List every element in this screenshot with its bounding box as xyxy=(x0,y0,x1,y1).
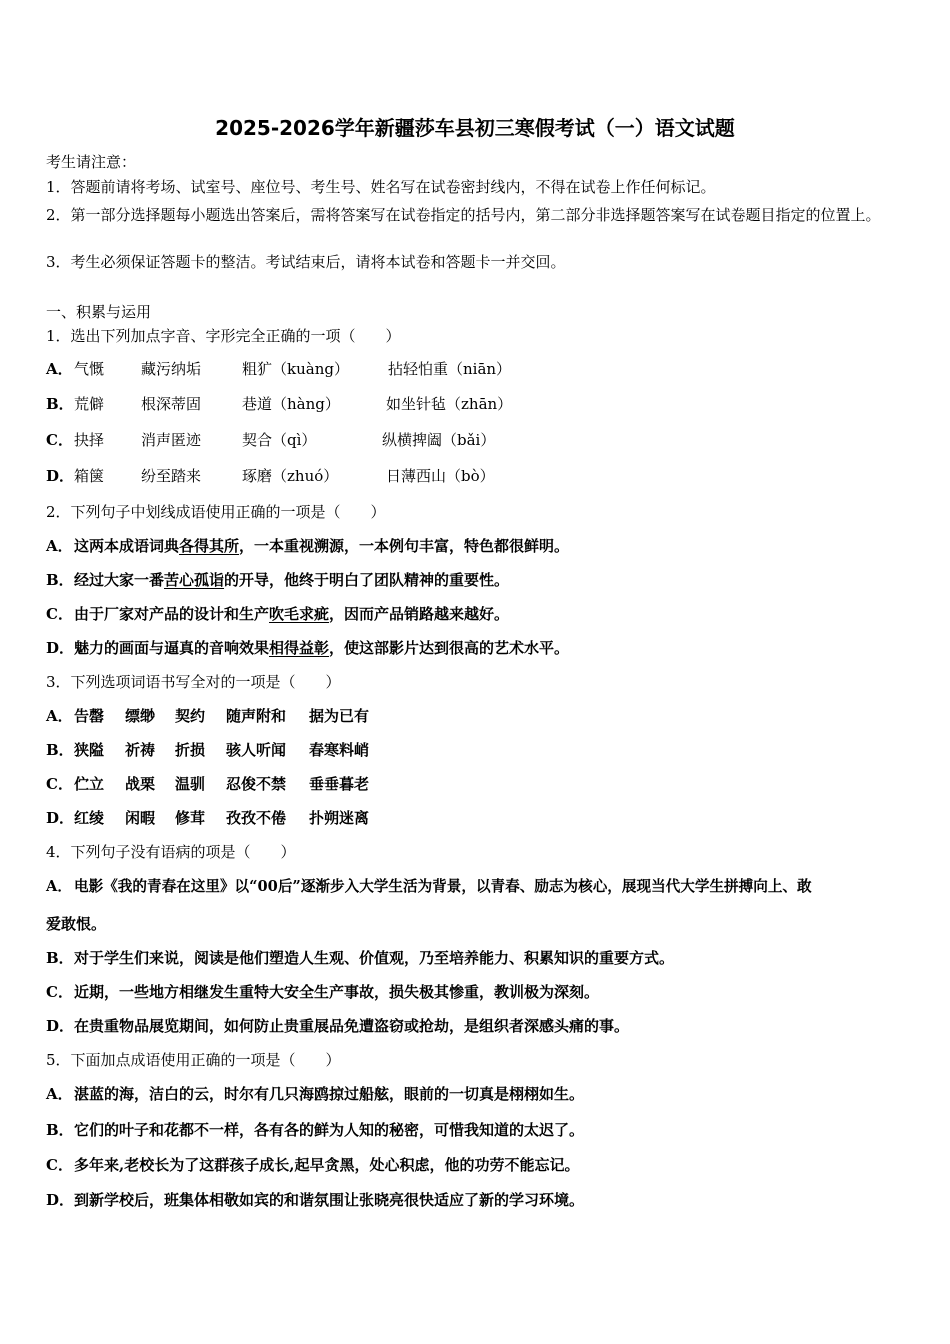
q1-b-word-4: 如坐针毡（zhān） xyxy=(386,395,513,413)
q5-option-b[interactable] xyxy=(46,1121,584,1139)
q3-option-b[interactable] xyxy=(46,741,546,761)
option-label: A． xyxy=(46,360,73,378)
q3-b-word-3: 折损 xyxy=(175,741,206,759)
q3-option-a[interactable] xyxy=(46,707,546,727)
q3-a-word-3: 契约 xyxy=(175,707,206,725)
q1-c-word-3: 契合（qì） xyxy=(242,431,317,449)
q5-b-text-before: 它们的叶子和花都不一样，各有各的 xyxy=(74,1121,315,1139)
q5-a-text-before: 湛蓝的海，洁白的云，时尔有几只海鸥掠过船舷，眼前的一切真是 xyxy=(74,1085,510,1103)
q4-c-text: 近期，一些地方相继发生重特大安全生产事故，损失极其惨重，教训极为深刻。 xyxy=(74,983,600,1001)
q1-c-word-2: 消声匿迹 xyxy=(141,431,202,449)
q3-d-word-1: 红绫 xyxy=(74,809,105,827)
q1-a-word-2: 藏污纳垢 xyxy=(141,360,202,378)
q3-stem: 3．下列选项词语书写全对的一项是（ ） xyxy=(46,673,341,691)
q1-b-word-1: 荒僻 xyxy=(74,395,105,413)
q1-c-word-1: 抉择 xyxy=(74,431,105,449)
page-title: 2025-2026学年新疆莎车县初三寒假考试（一）语文试题 xyxy=(215,116,735,140)
q3-b-word-5: 春寒料峭 xyxy=(309,741,370,759)
q2-a-text-before: 这两本成语词典 xyxy=(74,537,180,555)
option-label: A． xyxy=(46,707,73,725)
q3-b-word-1: 狭隘 xyxy=(74,741,105,759)
option-label: A． xyxy=(46,878,72,895)
q1-a-word-1: 气慨 xyxy=(74,360,105,378)
option-label: A． xyxy=(46,1085,73,1103)
q4-a-text: 电影《我的青春在这里》以“00后”逐渐步入大学生活为背景，以青春、励志为核心，展现当代大学生拼搏向上、敢 xyxy=(74,878,812,895)
option-label: C． xyxy=(46,605,73,623)
q5-option-a[interactable] xyxy=(46,1085,584,1103)
q5-d-idiom: 相敬如宾 xyxy=(209,1191,270,1209)
q2-c-text-after: ，因而产品销路越来越好。 xyxy=(329,605,510,623)
q5-c-idiom: 处心积虑 xyxy=(369,1156,430,1174)
notice-item-2: 2．第一部分选择题每小题选出答案后，需将答案写在试卷指定的括号内，第二部分非选择题答案写在试卷题目指定的位置上。 xyxy=(46,206,881,224)
q1-option-a[interactable] xyxy=(46,360,906,380)
q2-d-text-after: ，使这部影片达到很高的艺术水平。 xyxy=(329,639,570,657)
q4-option-a[interactable] xyxy=(46,878,812,896)
notice-item-3: 3．考生必须保证答题卡的整洁。考试结束后，请将本试卷和答题卡一并交回。 xyxy=(46,253,566,271)
q3-c-word-3: 温驯 xyxy=(175,775,206,793)
q1-option-c[interactable] xyxy=(46,431,906,451)
q1-option-b[interactable] xyxy=(46,395,906,415)
q3-d-word-4: 孜孜不倦 xyxy=(226,809,287,827)
q5-b-text-after: 的秘密，可惜我知道的太迟了。 xyxy=(374,1121,585,1139)
q3-c-word-4: 忍俊不禁 xyxy=(226,775,287,793)
q3-a-word-1: 告罄 xyxy=(74,707,105,725)
q3-d-word-3: 修茸 xyxy=(175,809,206,827)
q2-stem: 2．下列句子中划线成语使用正确的一项是（ ） xyxy=(46,503,386,521)
q5-b-idiom: 鲜为人知 xyxy=(314,1121,375,1139)
option-label: D． xyxy=(46,1017,75,1035)
q1-d-word-2: 纷至踏来 xyxy=(141,467,202,485)
q1-d-word-3: 琢磨（zhuó） xyxy=(242,467,339,485)
q3-a-word-5: 据为已有 xyxy=(309,707,370,725)
option-label: C． xyxy=(46,775,73,793)
q1-a-word-4: 拈轻怕重（niān） xyxy=(388,360,512,378)
q3-d-word-2: 闲暇 xyxy=(125,809,156,827)
option-label: D． xyxy=(46,809,75,827)
option-label: B． xyxy=(46,741,74,759)
q4-stem: 4．下列句子没有语病的项是（ ） xyxy=(46,843,296,861)
q4-option-c[interactable] xyxy=(46,983,599,1001)
option-label: B． xyxy=(46,395,74,413)
option-label: D． xyxy=(46,639,75,657)
q3-b-word-2: 祈祷 xyxy=(125,741,156,759)
option-label: C． xyxy=(46,983,73,1001)
q3-b-word-4: 骇人听闻 xyxy=(226,741,287,759)
section-heading: 一、积累与运用 xyxy=(46,303,152,321)
q2-option-a[interactable] xyxy=(46,537,569,555)
q2-c-idiom: 吹毛求疵 xyxy=(269,605,330,623)
q5-a-idiom: 栩栩如生 xyxy=(509,1085,570,1103)
q2-option-b[interactable] xyxy=(46,571,509,589)
q2-c-text-before: 由于厂家对产品的设计和生产 xyxy=(74,605,270,623)
q1-option-d[interactable] xyxy=(46,467,906,487)
q2-option-c[interactable] xyxy=(46,605,509,623)
q5-stem: 5．下面加点成语使用正确的一项是（ ） xyxy=(46,1051,341,1069)
q1-d-word-4: 日薄西山（bò） xyxy=(386,467,495,485)
q3-option-d[interactable] xyxy=(46,809,546,829)
q3-c-word-1: 伫立 xyxy=(74,775,105,793)
q1-b-word-3: 巷道（hàng） xyxy=(242,395,340,413)
q5-c-text-before: 多年来,老校长为了这群孩子成长,起早贪黑， xyxy=(74,1156,370,1174)
option-label: A． xyxy=(46,537,73,555)
q3-d-word-5: 扑朔迷离 xyxy=(309,809,370,827)
q3-option-c[interactable] xyxy=(46,775,546,795)
q1-stem: 1．选出下列加点字音、字形完全正确的一项（ ） xyxy=(46,327,401,345)
notice-item-1: 1．答题前请将考场、试室号、座位号、考生号、姓名写在试卷密封线内，不得在试卷上作任何标记。 xyxy=(46,178,716,196)
q5-d-text-after: 的和谐氛围让张晓亮很快适应了新的学习环境。 xyxy=(269,1191,585,1209)
q2-a-text-after: ，一本重视溯源，一本例句丰富，特色都很鲜明。 xyxy=(239,537,570,555)
q5-a-text-after: 。 xyxy=(569,1085,585,1103)
q1-c-word-4: 纵横捭阖（bǎi） xyxy=(382,431,496,449)
option-label: D． xyxy=(46,467,75,485)
q3-c-word-5: 垂垂暮老 xyxy=(309,775,370,793)
q3-c-word-2: 战栗 xyxy=(125,775,156,793)
q4-a-text-continued: 爱敢恨。 xyxy=(46,915,107,933)
q2-b-text-before: 经过大家一番 xyxy=(74,571,165,589)
option-label: B． xyxy=(46,1121,74,1139)
option-label: D． xyxy=(46,1191,75,1209)
q2-d-idiom: 相得益彰 xyxy=(269,639,330,657)
option-label: B． xyxy=(46,949,74,967)
notice-heading: 考生请注意： xyxy=(46,153,137,171)
q2-option-d[interactable] xyxy=(46,639,569,657)
q2-d-text-before: 魅力的画面与逼真的音响效果 xyxy=(74,639,270,657)
q1-a-word-3: 粗犷（kuàng） xyxy=(242,360,349,378)
q1-d-word-1: 箱箧 xyxy=(74,467,105,485)
q5-d-text-before: 到新学校后，班集体 xyxy=(74,1191,210,1209)
q2-b-idiom: 苦心孤诣 xyxy=(164,571,225,589)
option-label: C． xyxy=(46,1156,73,1174)
q5-c-text-after: ，他的功劳不能忘记。 xyxy=(429,1156,580,1174)
q2-a-idiom: 各得其所 xyxy=(179,537,240,555)
q4-b-text: 对于学生们来说，阅读是他们塑造人生观、价值观，乃至培养能力、积累知识的重要方式。 xyxy=(74,949,675,967)
option-label: B． xyxy=(46,571,74,589)
q5-option-c[interactable] xyxy=(46,1156,579,1174)
q4-option-b[interactable] xyxy=(46,949,674,967)
q4-option-d[interactable] xyxy=(46,1017,629,1035)
option-label: C． xyxy=(46,431,73,449)
q5-option-d[interactable] xyxy=(46,1191,584,1209)
q2-b-text-after: 的开导，他终于明白了团队精神的重要性。 xyxy=(224,571,510,589)
q4-d-text: 在贵重物品展览期间，如何防止贵重展品免遭盗窃或抢劫，是组织者深感头痛的事。 xyxy=(74,1017,630,1035)
q3-a-word-4: 随声附和 xyxy=(226,707,287,725)
q1-b-word-2: 根深蒂固 xyxy=(141,395,202,413)
q3-a-word-2: 缥缈 xyxy=(125,707,156,725)
